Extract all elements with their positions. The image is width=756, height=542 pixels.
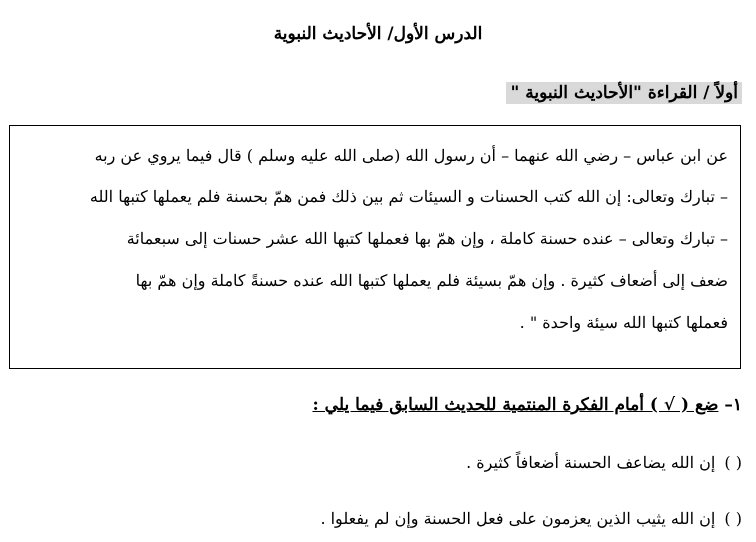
question-text: ضع ( √ ) أمام الفكرة المنتمية للحديث السابق فيما يلي : <box>312 395 719 415</box>
option-1 <box>466 450 742 476</box>
hadith-passage-box <box>9 125 741 369</box>
option-2-checkbox[interactable]: ( ) <box>724 509 742 528</box>
passage-line-5: فعملها كتبها الله سيئة واحدة " . <box>519 313 728 332</box>
passage-line-4: ضعف إلى أضعاف كثيرة . وإن همّ بسيئة فلم يعملها كتبها الله عنده حسنةً كاملة وإن همّ بها <box>135 271 728 290</box>
passage-line-2: – تبارك وتعالى: إن الله كتب الحسنات و السيئات ثم بين ذلك فمن همّ بحسنة فلم يعملها كتبها الله <box>89 187 728 206</box>
question-heading <box>312 392 742 418</box>
option-2-text: إن الله يثيب الذين يعزمون على فعل الحسنة وإن لم يفعلوا . <box>320 509 716 528</box>
section-heading-text: أولاً / القراءة "الأحاديث النبوية " <box>506 82 742 104</box>
passage-line-3: – تبارك وتعالى – عنده حسنة كاملة ، وإن همّ بها فعملها كتبها الله عشر حسنات إلى سبعمائة <box>126 229 728 248</box>
section-heading <box>506 80 742 106</box>
option-1-checkbox[interactable]: ( ) <box>724 453 742 472</box>
option-1-text: إن الله يضاعف الحسنة أضعافاً كثيرة . <box>466 453 716 472</box>
lesson-title: الدرس الأول/ الأحاديث النبوية <box>273 24 483 44</box>
passage-line-1: عن ابن عباس – رضي الله عنهما – أن رسول الله (صلى الله عليه وسلم ) قال فيما يروي عن ربه <box>94 146 728 165</box>
option-2 <box>320 506 742 532</box>
question-number: ١– <box>724 395 742 415</box>
